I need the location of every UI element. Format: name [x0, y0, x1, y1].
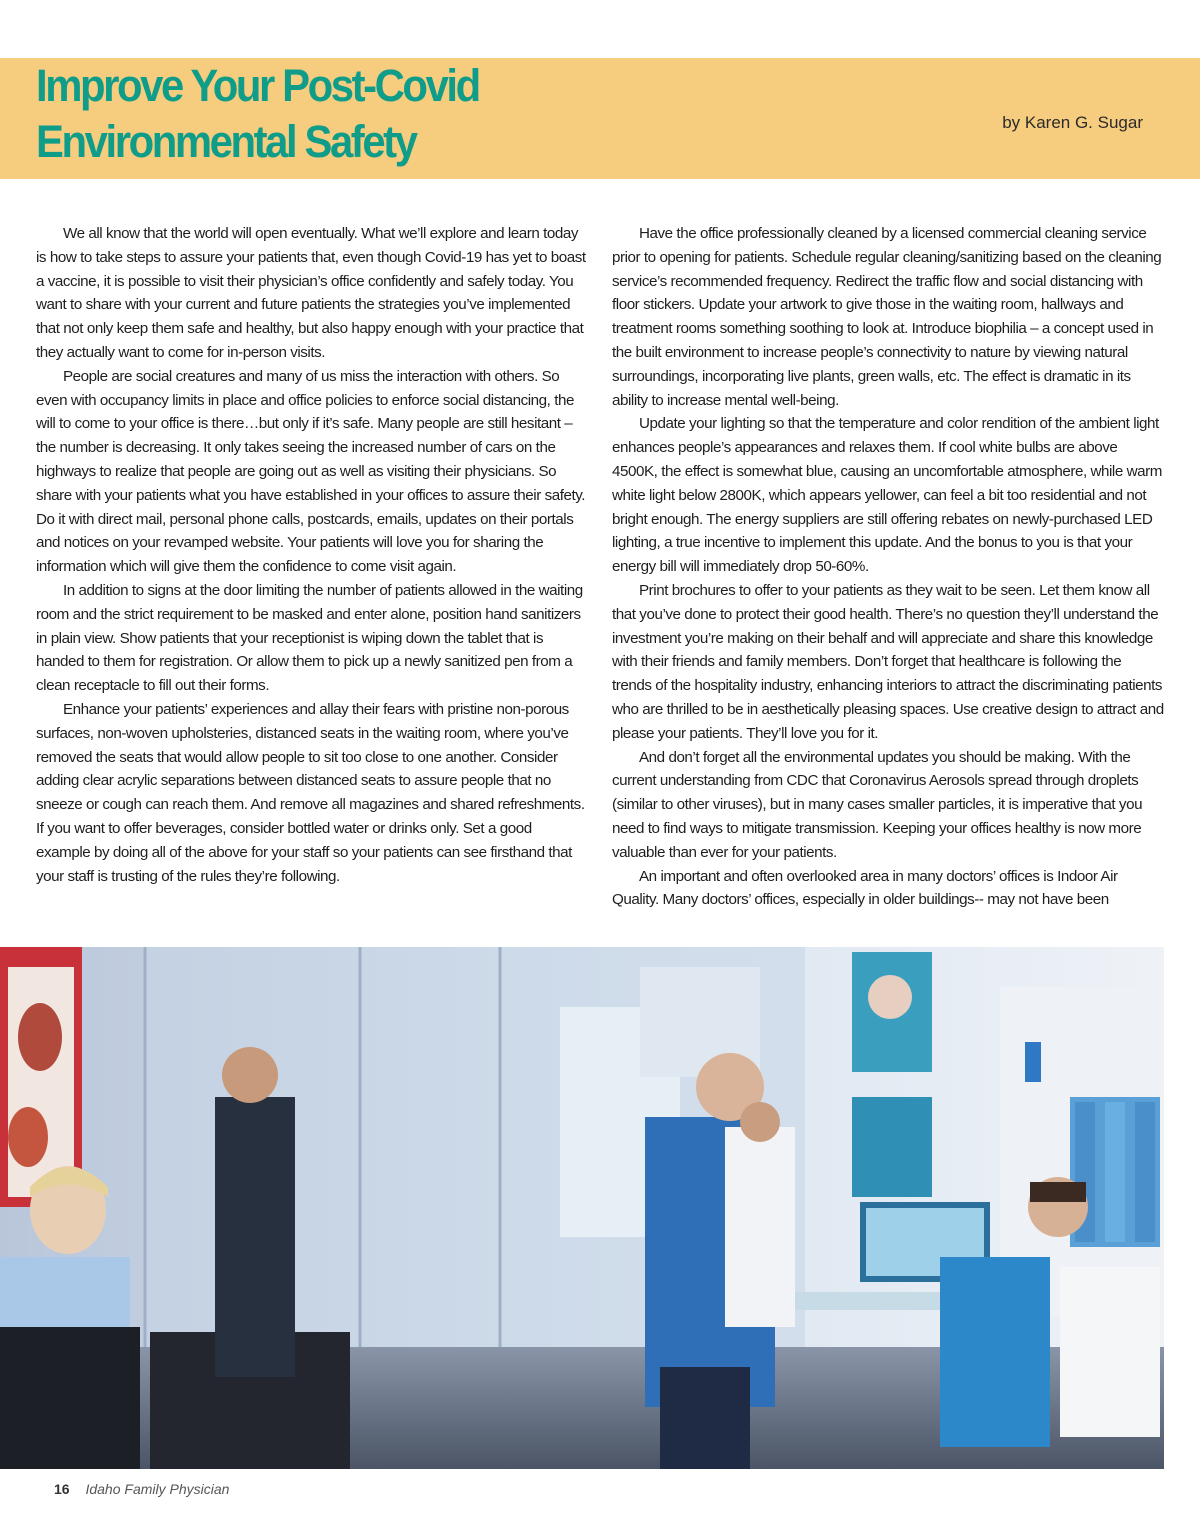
paragraph: Print brochures to offer to your patients as they wait to be seen. Let them know all that you’ve done to protect their good health. There’s no question they’ll understand the investment you’re making on their behalf and will appreciate and share this knowledge with their friends and family members. Don’t forget that healthcare is following the trends of the hospitality industry, enhancing interiors to attract the discriminating patients who are thrilled to be in aesthetically pleasing spaces. Use creative design to attract and please your patients. They’ll love you for it.	[612, 581, 1164, 742]
paragraph: And don’t forget all the environmental updates you should be making. With the current understanding from CDC that Coronavirus Aerosols spread through droplets (similar to other viruses), but in many cases smaller particles, it is imperative that you need to find ways to mitigate transmission. Keeping your offices healthy is now more valuable than ever for your patients.	[612, 748, 1143, 861]
paragraph: An important and often overlooked area in many doctors’ offices is Indoor Air Quality. Many doctors’ offices, especially in older buildings-- may not have been	[612, 867, 1118, 909]
clinic-photo	[0, 947, 1164, 1469]
page-footer	[54, 1481, 229, 1497]
left-column	[36, 222, 588, 888]
nurse-chair	[1060, 1267, 1160, 1437]
right-column	[612, 222, 1164, 912]
paragraph: Update your lighting so that the temperature and color rendition of the ambient light enhances people’s appearances and relaxes them. If cool white bulbs are above 4500K, the effect is somewhat blue, causing an uncomfortable atmosphere, while warm white light below 2800K, which appears yellower, can feel a bit too residential and not bright enough. The energy suppliers are still offering rebates on newly-purchased LED lighting, a true incentive to implement this update. And the bonus to you is that your energy bill will immediately drop 50-60%.	[612, 415, 1162, 576]
clinic-illustration	[0, 947, 1164, 1469]
waiting-chair	[0, 1327, 140, 1469]
page-number: 16	[54, 1481, 70, 1497]
paragraph: Have the office professionally cleaned by a licensed commercial cleaning service prior to opening for patients. Schedule regular cleaning/sanitizing based on the cleaning service’s recommended frequency. Redirect the traffic flow and social distancing with floor stickers. Update your artwork to give those in the waiting room, hallways and treatment rooms something soothing to look at. Introduce biophilia – a concept used in the built environment to increase people’s connectivity to nature by viewing natural surroundings, incorporating live plants, green walls, etc. The effect is dramatic in its ability to increase mental well-being.	[612, 225, 1162, 409]
nurse	[940, 1257, 1050, 1447]
paragraph: People are social creatures and many of us miss the interaction with others. So even with occupancy limits in place and office policies to enforce social distancing, the will to come to your office is there…but only if it’s safe. Many people are still hesitant – the number is decreasing. It only takes seeing the increased number of cars on the highways to realize that people are going out as well as visiting their physicians. So share with your patients what you have established in your offices to assure their safety. Do it with direct mail, personal phone calls, postcards, emails, updates on their portals and notices on your revamped website. Your patients will love you for sharing the information which will give them the confidence to come visit again.	[36, 367, 586, 576]
publication-name: Idaho Family Physician	[85, 1481, 230, 1497]
title-line-1: Improve Your Post-Covid	[36, 60, 479, 111]
paragraph: Enhance your patients’ experiences and allay their fears with pristine non-porous surfaces, non-woven upholsteries, distanced seats in the waiting room, where you’ve removed the seats that would allow people to sit too close to one another. Consider adding clear acrylic separations between distanced seats to assure people that no sneeze or cough can reach them. And remove all magazines and shared refreshments. If you want to offer beverages, consider bottled water or drinks only. Set a good example by doing all of the above for your staff so your patients can see firsthand that your staff is trusting of the rules they’re following.	[36, 700, 585, 885]
person-standing	[215, 1097, 295, 1377]
article-title	[36, 58, 479, 170]
paragraph: In addition to signs at the door limiting the number of patients allowed in the waiting room and the strict requirement to be masked and enter alone, position hand sanitizers in plain view. Show patients that your receptionist is wiping down the tablet that is handed to them for registration. Or allow them to pick up a newly sanitized pen from a clean receptacle to fill out their forms.	[36, 581, 583, 695]
title-banner	[0, 58, 1200, 179]
author-byline: by Karen G. Sugar	[1002, 113, 1143, 132]
doctor	[725, 1127, 795, 1327]
paragraph: We all know that the world will open eventually. What we’ll explore and learn today is how to take steps to assure your patients that, even though Covid-19 has yet to boast a vaccine, it is possible to visit their physician’s office confidently and safely today. You want to share with your current and future patients the strategies you’ve implemented that not only keep them safe and healthy, but also happy enough with your practice that they actually want to come for in-person visits.	[36, 225, 586, 361]
title-line-2: Environmental Safety	[36, 116, 416, 167]
